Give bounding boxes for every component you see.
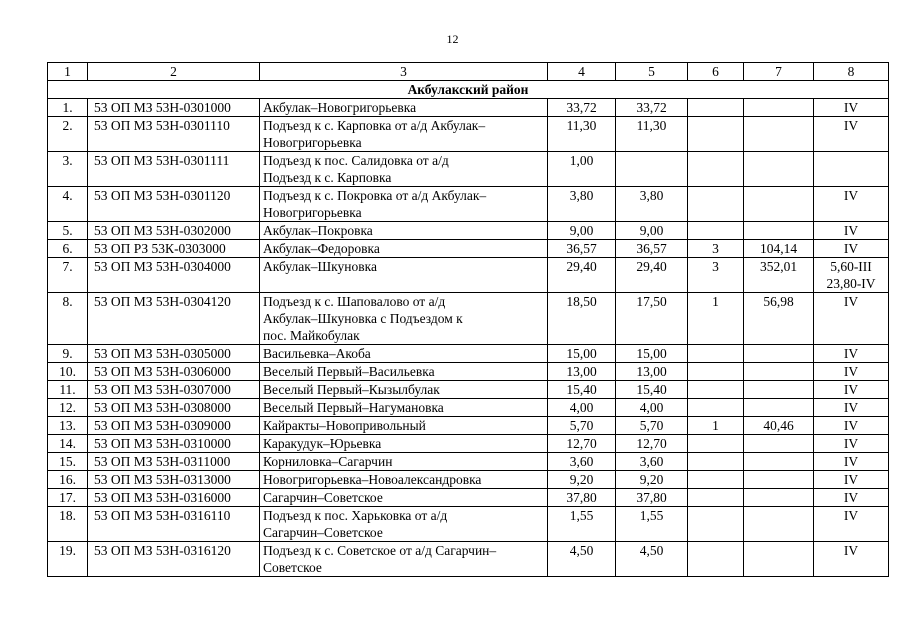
row-number: 17.: [48, 489, 88, 507]
road-name-line: Подъезд к с. Карповка от а/д Акбулак–: [263, 118, 486, 133]
row-number: 3.: [48, 152, 88, 187]
road-category: [814, 453, 889, 471]
bridge-count: 1: [688, 417, 744, 435]
bridge-length: 104,14: [744, 240, 814, 258]
road-name-line: Подъезд к пос. Салидовка от а/д: [263, 153, 449, 168]
road-category: [814, 363, 889, 381]
column-header: 1: [48, 63, 88, 81]
bridge-count: [688, 471, 744, 489]
road-name: [260, 117, 548, 152]
road-category-line: 23,80-IV: [826, 276, 876, 291]
road-name-line: Акбулак–Шкуновка с Подъездом к: [263, 311, 463, 326]
bridge-length: [744, 507, 814, 542]
bridge-length: [744, 471, 814, 489]
table-row: [48, 435, 889, 453]
road-category: [814, 435, 889, 453]
road-name: [260, 187, 548, 222]
bridge-count: [688, 117, 744, 152]
column-header: 8: [814, 63, 889, 81]
road-code: 53 ОП МЗ 53Н-0316110: [88, 507, 260, 542]
table-row: [48, 381, 889, 399]
road-name: [260, 258, 548, 293]
road-category-line: IV: [843, 454, 859, 469]
length-total: 18,50: [548, 293, 616, 345]
length-total: 4,00: [548, 399, 616, 417]
row-number: 1.: [48, 99, 88, 117]
column-header: 2: [88, 63, 260, 81]
road-category: [814, 471, 889, 489]
bridge-length: [744, 99, 814, 117]
row-number: 2.: [48, 117, 88, 152]
road-name-line: Акбулак–Новогригорьевка: [263, 100, 417, 115]
road-name: [260, 240, 548, 258]
road-name-line: пос. Майкобулак: [263, 328, 360, 343]
road-name-line: Новогригорьевка: [263, 135, 362, 150]
road-category-line: IV: [843, 490, 859, 505]
road-name: [260, 417, 548, 435]
road-category: [814, 258, 889, 293]
length-paved: 29,40: [616, 258, 688, 293]
row-number: 13.: [48, 417, 88, 435]
length-total: 5,70: [548, 417, 616, 435]
column-header: 3: [260, 63, 548, 81]
length-total: 36,57: [548, 240, 616, 258]
length-paved: 17,50: [616, 293, 688, 345]
road-name: [260, 489, 548, 507]
column-header: 7: [744, 63, 814, 81]
length-total: 12,70: [548, 435, 616, 453]
length-total: 11,30: [548, 117, 616, 152]
row-number: 4.: [48, 187, 88, 222]
row-number: 9.: [48, 345, 88, 363]
table-row: [48, 99, 889, 117]
bridge-count: [688, 453, 744, 471]
column-header: 6: [688, 63, 744, 81]
length-paved: 33,72: [616, 99, 688, 117]
bridge-length: [744, 435, 814, 453]
road-code: 53 ОП МЗ 53Н-0301111: [88, 152, 260, 187]
bridge-length: [744, 117, 814, 152]
road-name-line: Подъезд к пос. Харьковка от а/д: [263, 508, 448, 523]
table-row: [48, 453, 889, 471]
length-paved: [616, 152, 688, 187]
row-number: 18.: [48, 507, 88, 542]
road-name-line: Новогригорьевка: [263, 205, 362, 220]
road-name: [260, 99, 548, 117]
row-number: 15.: [48, 453, 88, 471]
length-total: 1,00: [548, 152, 616, 187]
road-name: [260, 381, 548, 399]
road-category: [814, 240, 889, 258]
road-code: 53 ОП РЗ 53К-0303000: [88, 240, 260, 258]
length-total: 13,00: [548, 363, 616, 381]
road-code: 53 ОП МЗ 53Н-0308000: [88, 399, 260, 417]
bridge-length: [744, 399, 814, 417]
road-category-line: IV: [843, 436, 859, 451]
road-code: 53 ОП МЗ 53Н-0313000: [88, 471, 260, 489]
length-paved: 9,20: [616, 471, 688, 489]
row-number: 8.: [48, 293, 88, 345]
road-name: [260, 435, 548, 453]
bridge-length: [744, 381, 814, 399]
road-name-line: Сагарчин–Советское: [263, 490, 383, 505]
road-code: 53 ОП МЗ 53Н-0306000: [88, 363, 260, 381]
road-category: [814, 381, 889, 399]
table-row: [48, 222, 889, 240]
road-name-line: Подъезд к с. Советское от а/д Сагарчин–: [263, 543, 497, 558]
table-row: [48, 117, 889, 152]
length-paved: 11,30: [616, 117, 688, 152]
road-category: [814, 345, 889, 363]
length-paved: 12,70: [616, 435, 688, 453]
road-name: [260, 293, 548, 345]
road-category-line: IV: [843, 118, 859, 133]
length-paved: 15,40: [616, 381, 688, 399]
road-name-line: Новогригорьевка–Новоалександровка: [263, 472, 482, 487]
length-paved: 37,80: [616, 489, 688, 507]
road-category-line: IV: [843, 543, 859, 558]
length-paved: 3,60: [616, 453, 688, 471]
bridge-count: [688, 345, 744, 363]
district-row: [48, 81, 889, 99]
bridge-length: 40,46: [744, 417, 814, 435]
length-paved: 36,57: [616, 240, 688, 258]
length-total: 4,50: [548, 542, 616, 577]
road-category: [814, 542, 889, 577]
length-total: 9,20: [548, 471, 616, 489]
road-name-line: Подъезд к с. Карповка: [263, 170, 392, 185]
bridge-length: [744, 187, 814, 222]
road-name-line: Васильевка–Акоба: [263, 346, 371, 361]
road-name: [260, 542, 548, 577]
road-name-line: Акбулак–Шкуновка: [263, 259, 377, 274]
length-total: 15,00: [548, 345, 616, 363]
length-total: 29,40: [548, 258, 616, 293]
bridge-count: [688, 381, 744, 399]
road-name-line: Корниловка–Сагарчин: [263, 454, 393, 469]
bridge-count: [688, 222, 744, 240]
road-name-line: Подъезд к с. Шаповалово от а/д: [263, 294, 446, 309]
row-number: 19.: [48, 542, 88, 577]
table-row: [48, 507, 889, 542]
road-code: 53 ОП МЗ 53Н-0304120: [88, 293, 260, 345]
road-category-line: IV: [843, 364, 859, 379]
table-row: [48, 345, 889, 363]
row-number: 6.: [48, 240, 88, 258]
road-category: [814, 507, 889, 542]
roads-table: [47, 62, 889, 577]
row-number: 5.: [48, 222, 88, 240]
bridge-length: [744, 222, 814, 240]
table-row: [48, 152, 889, 187]
length-paved: 4,50: [616, 542, 688, 577]
bridge-count: [688, 489, 744, 507]
length-total: 37,80: [548, 489, 616, 507]
road-category-line: IV: [843, 294, 859, 309]
table-row: [48, 489, 889, 507]
length-total: 33,72: [548, 99, 616, 117]
road-code: 53 ОП МЗ 53Н-0302000: [88, 222, 260, 240]
bridge-length: 56,98: [744, 293, 814, 345]
bridge-count: 3: [688, 240, 744, 258]
column-header: 5: [616, 63, 688, 81]
road-code: 53 ОП МЗ 53Н-0301120: [88, 187, 260, 222]
road-name: [260, 507, 548, 542]
length-total: 3,80: [548, 187, 616, 222]
road-name: [260, 399, 548, 417]
road-category-line: IV: [843, 100, 859, 115]
road-code: 53 ОП МЗ 53Н-0304000: [88, 258, 260, 293]
length-paved: 3,80: [616, 187, 688, 222]
length-total: 3,60: [548, 453, 616, 471]
bridge-length: [744, 453, 814, 471]
road-category-line: IV: [843, 241, 859, 256]
row-number: 14.: [48, 435, 88, 453]
bridge-length: [744, 345, 814, 363]
bridge-length: [744, 489, 814, 507]
table-row: [48, 363, 889, 381]
road-code: 53 ОП МЗ 53Н-0316120: [88, 542, 260, 577]
length-paved: 15,00: [616, 345, 688, 363]
road-category-line: IV: [843, 382, 859, 397]
road-category: [814, 489, 889, 507]
bridge-count: [688, 363, 744, 381]
bridge-count: [688, 507, 744, 542]
length-paved: 4,00: [616, 399, 688, 417]
road-name-line: Советское: [263, 560, 322, 575]
road-name-line: Веселый Первый–Нагумановка: [263, 400, 444, 415]
road-category: [814, 222, 889, 240]
road-name: [260, 453, 548, 471]
road-name-line: Каракудук–Юрьевка: [263, 436, 382, 451]
district-title: Акбулакский район: [48, 81, 889, 99]
road-category-line: IV: [843, 472, 859, 487]
length-paved: 9,00: [616, 222, 688, 240]
road-name-line: Кайракты–Новопривольный: [263, 418, 426, 433]
road-name-line: Акбулак–Покровка: [263, 223, 373, 238]
bridge-count: [688, 152, 744, 187]
row-number: 16.: [48, 471, 88, 489]
row-number: 11.: [48, 381, 88, 399]
road-category-line: IV: [843, 188, 859, 203]
table-row: [48, 293, 889, 345]
road-code: 53 ОП МЗ 53Н-0301110: [88, 117, 260, 152]
road-name: [260, 222, 548, 240]
bridge-length: 352,01: [744, 258, 814, 293]
road-code: 53 ОП МЗ 53Н-0310000: [88, 435, 260, 453]
road-code: 53 ОП МЗ 53Н-0305000: [88, 345, 260, 363]
road-category: [814, 152, 889, 187]
length-total: 1,55: [548, 507, 616, 542]
length-paved: 13,00: [616, 363, 688, 381]
road-category-line: IV: [843, 400, 859, 415]
road-category: [814, 117, 889, 152]
road-code: 53 ОП МЗ 53Н-0311000: [88, 453, 260, 471]
table-row: [48, 240, 889, 258]
road-category-line: IV: [843, 223, 859, 238]
road-category: [814, 99, 889, 117]
road-name-line: Акбулак–Федоровка: [263, 241, 380, 256]
table-row: [48, 187, 889, 222]
table-row: [48, 417, 889, 435]
road-name: [260, 152, 548, 187]
road-code: 53 ОП МЗ 53Н-0309000: [88, 417, 260, 435]
table-row: [48, 471, 889, 489]
road-code: 53 ОП МЗ 53Н-0307000: [88, 381, 260, 399]
road-category-line: IV: [843, 508, 859, 523]
road-category: [814, 293, 889, 345]
bridge-count: [688, 435, 744, 453]
bridge-length: [744, 363, 814, 381]
row-number: 7.: [48, 258, 88, 293]
road-name: [260, 363, 548, 381]
road-category-line: IV: [843, 346, 859, 361]
bridge-length: [744, 542, 814, 577]
row-number: 12.: [48, 399, 88, 417]
bridge-count: [688, 187, 744, 222]
length-paved: 5,70: [616, 417, 688, 435]
table-row: [48, 542, 889, 577]
road-category: [814, 399, 889, 417]
road-name: [260, 345, 548, 363]
bridge-count: 1: [688, 293, 744, 345]
road-code: 53 ОП МЗ 53Н-0301000: [88, 99, 260, 117]
table-row: [48, 258, 889, 293]
road-name-line: Веселый Первый–Васильевка: [263, 364, 435, 379]
table-row: [48, 399, 889, 417]
bridge-count: [688, 399, 744, 417]
road-name: [260, 471, 548, 489]
bridge-count: [688, 542, 744, 577]
road-name-line: Подъезд к с. Покровка от а/д Акбулак–: [263, 188, 487, 203]
bridge-count: 3: [688, 258, 744, 293]
road-name-line: Веселый Первый–Кызылбулак: [263, 382, 440, 397]
length-total: 15,40: [548, 381, 616, 399]
length-total: 9,00: [548, 222, 616, 240]
road-code: 53 ОП МЗ 53Н-0316000: [88, 489, 260, 507]
column-header: 4: [548, 63, 616, 81]
bridge-length: [744, 152, 814, 187]
road-category-line: 5,60-III: [830, 259, 872, 274]
road-category: [814, 417, 889, 435]
bridge-count: [688, 99, 744, 117]
length-paved: 1,55: [616, 507, 688, 542]
column-header-row: [48, 63, 889, 81]
road-category: [814, 187, 889, 222]
page-number: 12: [446, 32, 459, 46]
road-category-line: IV: [843, 418, 859, 433]
row-number: 10.: [48, 363, 88, 381]
road-name-line: Сагарчин–Советское: [263, 525, 383, 540]
